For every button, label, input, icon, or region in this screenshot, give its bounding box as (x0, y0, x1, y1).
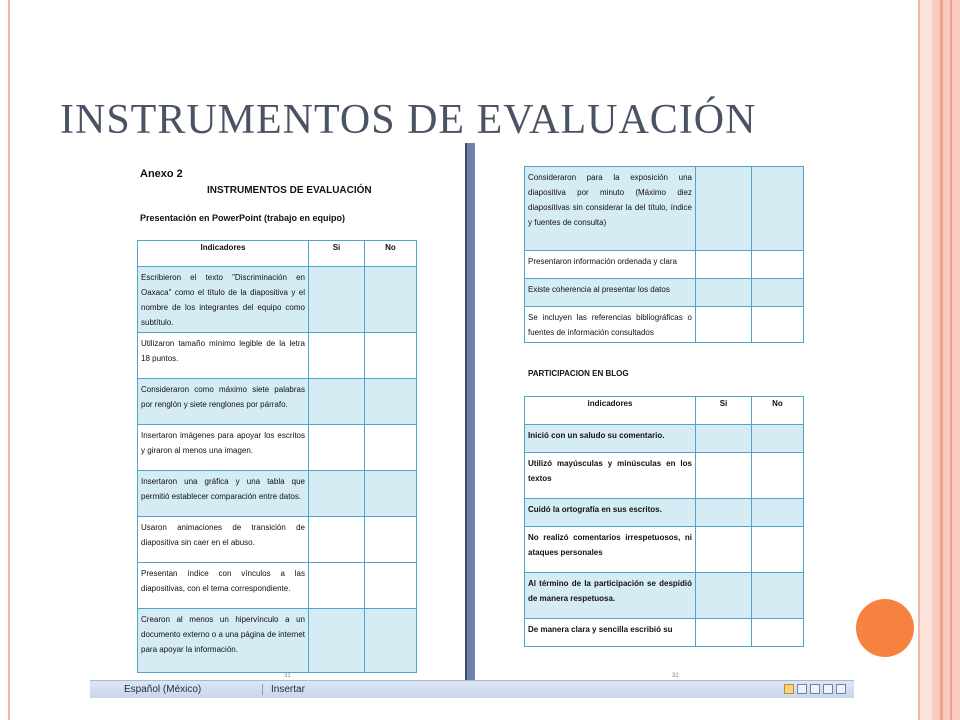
no-cell (365, 379, 417, 425)
table-row (525, 527, 804, 573)
slide-title: INSTRUMENTOS DE EVALUACIÓN (60, 97, 757, 143)
page-number: 31 (284, 673, 291, 679)
si-cell (309, 425, 365, 471)
slide-border-right-stripe (950, 0, 952, 720)
document-subtitle: Presentación en PowerPoint (trabajo en equipo) (140, 213, 346, 223)
powerpoint-evaluation-table-continued (524, 166, 804, 343)
table-row (525, 453, 804, 499)
slide-border-right-band (932, 0, 960, 720)
page-gutter (465, 143, 475, 680)
table-row (525, 573, 804, 619)
si-cell (309, 471, 365, 517)
table-row (138, 379, 417, 425)
si-cell (696, 499, 752, 527)
no-cell (365, 517, 417, 563)
si-cell (696, 251, 752, 279)
language-indicator[interactable]: Español (México) (124, 684, 202, 695)
draft-view-icon[interactable] (836, 684, 846, 694)
si-cell (696, 425, 752, 453)
column-header-indicadores: Indicadores (138, 241, 309, 267)
table-header-row (138, 241, 417, 267)
indicator-cell: Utilizaron tamaño mínimo legible de la letra 18 puntos. (138, 333, 309, 379)
slide-border-left (8, 0, 10, 720)
column-header-si: Si (696, 397, 752, 425)
word-status-bar (90, 680, 854, 698)
table-row (138, 471, 417, 517)
no-cell (365, 471, 417, 517)
si-cell (309, 379, 365, 425)
indicator-cell: Presentaron información ordenada y clara (525, 251, 696, 279)
no-cell (752, 307, 804, 343)
column-header-no: No (365, 241, 417, 267)
indicator-cell: De manera clara y sencilla escribió su (525, 619, 696, 647)
no-cell (365, 425, 417, 471)
blog-evaluation-table (524, 396, 804, 647)
table-row (138, 563, 417, 609)
slide-border-right-stripe (940, 0, 943, 720)
table-row (138, 267, 417, 333)
indicator-cell: Insertaron una gráfica y una tabla que permitió establecer comparación entre datos. (138, 471, 309, 517)
no-cell (752, 425, 804, 453)
no-cell (752, 619, 804, 647)
si-cell (696, 167, 752, 251)
table-header-row (525, 397, 804, 425)
indicator-cell: Cuidó la ortografía en sus escritos. (525, 499, 696, 527)
column-header-indicadores: indicadores (525, 397, 696, 425)
page-number: 32 (672, 673, 679, 679)
no-cell (752, 527, 804, 573)
table-row (138, 333, 417, 379)
si-cell (696, 453, 752, 499)
no-cell (752, 167, 804, 251)
si-cell (309, 333, 365, 379)
si-cell (696, 307, 752, 343)
si-cell (309, 609, 365, 673)
si-cell (696, 527, 752, 573)
print-layout-view-icon[interactable] (784, 684, 794, 694)
no-cell (752, 279, 804, 307)
decorative-orange-circle (856, 599, 914, 657)
view-buttons (784, 684, 849, 697)
indicator-cell: Presentan índice con vínculos a las diapositivas, con el tema correspondiente. (138, 563, 309, 609)
si-cell (309, 563, 365, 609)
no-cell (365, 563, 417, 609)
blog-section-title: PARTICIPACION EN BLOG (528, 369, 629, 378)
indicator-cell: Crearon al menos un hipervínculo a un documento externo o a una página de internet para apoyar la información. (138, 609, 309, 673)
indicator-cell: Utilizó mayúsculas y minúsculas en los textos (525, 453, 696, 499)
no-cell (752, 251, 804, 279)
slide-border-right (918, 0, 932, 720)
document-title: INSTRUMENTOS DE EVALUACIÓN (207, 185, 372, 196)
table-row (525, 279, 804, 307)
si-cell (696, 279, 752, 307)
no-cell (752, 573, 804, 619)
indicator-cell: Al término de la participación se despidió de manera respetuosa. (525, 573, 696, 619)
outline-view-icon[interactable] (823, 684, 833, 694)
powerpoint-evaluation-table (137, 240, 417, 673)
no-cell (365, 267, 417, 333)
table-row (138, 517, 417, 563)
full-screen-view-icon[interactable] (797, 684, 807, 694)
no-cell (365, 609, 417, 673)
indicator-cell: Inició con un saludo su comentario. (525, 425, 696, 453)
column-header-si: Si (309, 241, 365, 267)
si-cell (309, 517, 365, 563)
indicator-cell: Se incluyen las referencias bibliográficas o fuentes de información consultados (525, 307, 696, 343)
no-cell (365, 333, 417, 379)
web-layout-view-icon[interactable] (810, 684, 820, 694)
table-row (525, 425, 804, 453)
indicator-cell: No realizó comentarios irrespetuosos, ni ataques personales (525, 527, 696, 573)
indicator-cell: Consideraron para la exposición una diapositiva por minuto (Máximo diez diapositivas sin considerar la del título, índice y fuentes de consulta) (525, 167, 696, 251)
table-row (525, 499, 804, 527)
insert-mode-indicator[interactable]: Insertar (262, 684, 305, 695)
table-row (525, 307, 804, 343)
table-row (525, 619, 804, 647)
si-cell (309, 267, 365, 333)
si-cell (696, 573, 752, 619)
table-row (525, 251, 804, 279)
no-cell (752, 453, 804, 499)
no-cell (752, 499, 804, 527)
indicator-cell: Existe coherencia al presentar los datos (525, 279, 696, 307)
indicator-cell: Consideraron como máximo siete palabras por renglón y siete renglones por párrafo. (138, 379, 309, 425)
table-row (525, 167, 804, 251)
annex-label: Anexo 2 (140, 168, 183, 180)
si-cell (696, 619, 752, 647)
indicator-cell: Insertaron imágenes para apoyar los escritos y giraron al menos una imagen. (138, 425, 309, 471)
indicator-cell: Usaron animaciones de transición de diapositiva sin caer en el abuso. (138, 517, 309, 563)
column-header-no: No (752, 397, 804, 425)
table-row (138, 609, 417, 673)
document-screenshot (90, 143, 854, 698)
indicator-cell: Escribieron el texto "Discriminación en Oaxaca" como el título de la diapositiva y el nombre de los integrantes del equipo como subtítulo. (138, 267, 309, 333)
table-row (138, 425, 417, 471)
